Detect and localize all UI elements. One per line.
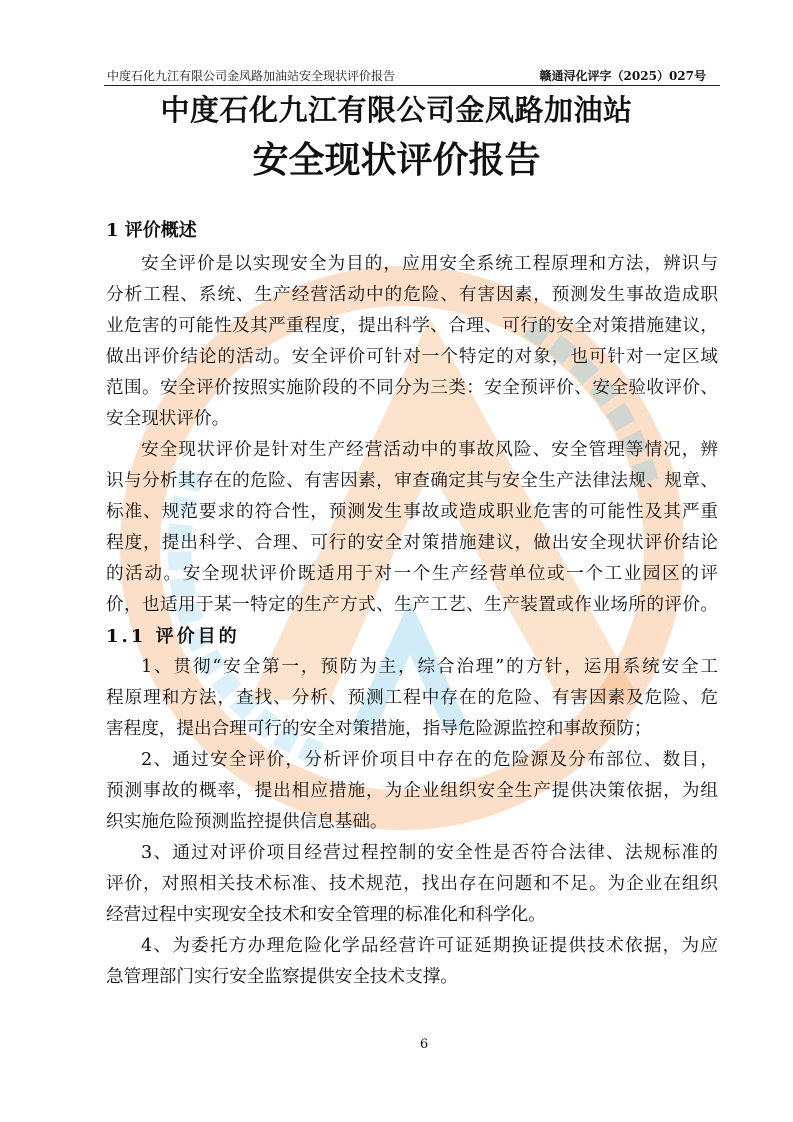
text-line: 安全现状评价是针对生产经营活动中的事故风险、安全管理等情况，辨: [141, 440, 718, 460]
section-heading-1-1: 1.1 评价目的: [106, 626, 240, 647]
paragraph: [106, 435, 718, 621]
text-line: 评价，对照相关技术标准、技术规范，找出存在问题和不足。为企业在组织: [106, 874, 718, 894]
text-line: 程原理和方法，查找、分析、预测工程中存在的危险、有害因素及危险、危: [106, 688, 718, 708]
page-number: 6: [419, 1037, 429, 1052]
paragraph: [106, 931, 718, 993]
text-line: 3、通过对评价项目经营过程控制的安全性是否符合法律、法规标准的: [141, 843, 718, 863]
text-line: 识与分析其存在的危险、有害因素，审查确定其与安全生产法律法规、规章、: [106, 471, 718, 491]
text-line: 4、为委托方办理危险化学品经营许可证延期换证提供技术依据，为应: [141, 936, 718, 956]
text-line: 安全评价是以实现安全为目的，应用安全系统工程原理和方法，辨识与: [141, 254, 718, 274]
text-line: 安全现状评价。: [106, 409, 230, 429]
text-line: 织实施危险预测监控提供信息基础。: [106, 812, 388, 832]
text-line: 分析工程、系统、生产经营活动中的危险、有害因素，预测发生事故造成职: [106, 285, 718, 305]
text-line: 的活动。安全现状评价既适用于对一个生产经营单位或一个工业园区的评: [106, 564, 718, 584]
text-line: 经营过程中实现安全技术和安全管理的标准化和科学化。: [106, 905, 546, 925]
page-header: [104, 67, 720, 86]
header-document-number: 赣通浔化评字（2025）027号: [539, 69, 706, 83]
text-line: 范围。安全评价按照实施阶段的不同分为三类：安全预评价、安全验收评价、: [106, 378, 718, 398]
report-title-main: 安全现状评价报告: [252, 139, 541, 181]
report-title-company: 中度石化九江有限公司金凤路加油站: [160, 93, 633, 127]
paragraph: [106, 745, 718, 838]
text-line: 害程度，提出合理可行的安全对策措施，指导危险源监控和事故预防；: [106, 719, 652, 739]
header-report-title: 中度石化九江有限公司金凤路加油站安全现状评价报告: [107, 69, 396, 83]
paragraph: [106, 652, 718, 745]
section-heading-1: 1 评价概述: [106, 220, 197, 241]
text-line: 1、贯彻“安全第一，预防为主，综合治理”的方针，运用系统安全工: [141, 657, 718, 677]
paragraph: [106, 249, 718, 435]
text-line: 2、通过安全评价，分析评价项目中存在的危险源及分布部位、数目，: [141, 750, 718, 770]
paragraph: [106, 838, 718, 931]
text-line: 做出评价结论的活动。安全评价可针对一个特定的对象，也可针对一定区域: [106, 347, 718, 367]
text-line: 程度，提出科学、合理、可行的安全对策措施建议，做出安全现状评价结论: [106, 533, 718, 553]
text-line: 预测事故的概率，提出相应措施，为企业组织安全生产提供决策依据，为组: [106, 781, 718, 801]
document-body: [106, 249, 718, 993]
text-line: 业危害的可能性及其严重程度，提出科学、合理、可行的安全对策措施建议，: [106, 316, 718, 336]
text-line: 标准、规范要求的符合性，预测发生事故或造成职业危害的可能性及其严重: [106, 502, 718, 522]
text-line: 价，也适用于某一特定的生产方式、生产工艺、生产装置或作业场所的评价。: [106, 595, 718, 615]
text-line: 急管理部门实行安全监察提供安全技术支撑。: [106, 967, 458, 987]
